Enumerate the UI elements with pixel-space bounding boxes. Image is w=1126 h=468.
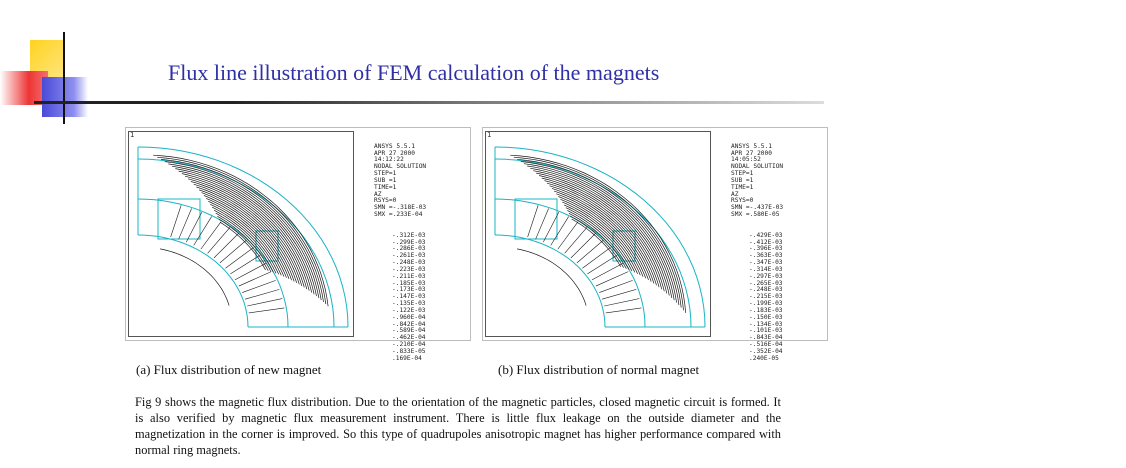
flux-radial-line <box>582 247 610 268</box>
legend-contour-value: -.842E-04 <box>392 320 426 328</box>
legend-header-line: 14:12:22 <box>374 156 404 164</box>
flux-radial-line <box>536 208 549 239</box>
figure-a-legend <box>374 130 426 376</box>
flux-contour-line <box>550 186 654 284</box>
legend-contour-value: -.299E-03 <box>392 238 426 246</box>
magnet-inner-arc <box>495 235 605 327</box>
legend-contour-value: -.462E-04 <box>392 334 426 342</box>
figure-b-flux-plot <box>485 131 711 337</box>
legend-header-line: RSYS=0 <box>374 197 397 205</box>
legend-contour-value: .169E-04 <box>392 354 422 362</box>
flux-radial-line <box>201 222 221 249</box>
legend-contour-value: -.150E-03 <box>749 313 783 321</box>
flux-radial-line <box>543 212 559 242</box>
flux-radial-line <box>592 263 623 280</box>
flux-radial-line <box>247 299 282 306</box>
figure-a-panel <box>125 127 471 362</box>
legend-contour-value: -.396E-03 <box>749 245 783 253</box>
title-underline <box>34 101 824 104</box>
legend-contour-value: -.215E-03 <box>749 293 783 301</box>
magnet-outer-arc <box>495 199 645 327</box>
legend-header-line: NODAL SOLUTION <box>731 163 784 171</box>
flux-radial-line <box>587 255 617 274</box>
deco-red-square <box>0 71 48 105</box>
figure-b-legend <box>731 130 783 376</box>
figure-a-caption: (a) Flux distribution of new magnet <box>136 362 322 377</box>
legend-contour-value: -.248E-03 <box>392 259 426 267</box>
figure-a-legend-values <box>374 233 426 363</box>
magnet-inner-arc <box>138 235 248 327</box>
legend-contour-value: -.352E-04 <box>749 348 783 355</box>
legend-contour-value: -.210E-04 <box>392 341 426 349</box>
legend-contour-value: -.261E-03 <box>392 252 426 260</box>
legend-header-line: AZ <box>731 190 739 198</box>
flux-radial-line <box>230 255 260 274</box>
legend-contour-value: -.101E-03 <box>749 327 783 335</box>
legend-contour-value: -.312E-03 <box>392 231 426 239</box>
flux-radial-line <box>604 299 639 306</box>
legend-contour-value: -.211E-03 <box>392 272 426 280</box>
legend-header-line: SMX =.580E-05 <box>731 211 780 219</box>
flux-leakage-line <box>160 249 229 306</box>
figure-a-plot-index: 1 <box>130 131 135 139</box>
legend-header-line: NODAL SOLUTION <box>374 163 427 171</box>
legend-header-line: ANSYS 5.5.1 <box>374 142 415 150</box>
legend-contour-value: -.297E-03 <box>749 272 783 280</box>
flux-radial-line <box>179 208 192 239</box>
figure-b-caption: (b) Flux distribution of normal magnet <box>498 362 700 377</box>
flux-radial-line <box>249 308 285 313</box>
flux-radial-line <box>577 240 603 263</box>
flux-radial-line <box>528 205 538 237</box>
legend-header-line: SMX =.233E-04 <box>374 211 423 219</box>
legend-contour-value: -.429E-03 <box>749 231 783 239</box>
legend-contour-value: -.134E-03 <box>749 320 783 328</box>
legend-header-line: SUB =1 <box>374 176 397 184</box>
flux-contour-line <box>153 155 328 306</box>
legend-header-line: AZ <box>374 190 382 198</box>
legend-contour-value: -.412E-03 <box>749 238 783 246</box>
legend-header-line: STEP=1 <box>731 170 754 178</box>
flux-leakage-line <box>517 249 586 306</box>
legend-header-line: TIME=1 <box>731 183 754 191</box>
deco-vertical-line <box>63 32 65 124</box>
flux-radial-line <box>565 227 587 253</box>
legend-header-line: SUB =1 <box>731 176 754 184</box>
legend-contour-value: -.833E-05 <box>392 348 426 355</box>
flux-radial-line <box>220 240 246 263</box>
flux-contour-line <box>570 216 623 268</box>
legend-contour-value: -.314E-03 <box>749 265 783 273</box>
legend-contour-value: -.363E-03 <box>749 252 783 260</box>
slide-title: Flux line illustration of FEM calculation of the magnets <box>168 60 660 85</box>
legend-header-line: STEP=1 <box>374 170 397 178</box>
flux-radial-line <box>194 217 212 246</box>
legend-contour-value: -.122E-03 <box>392 306 426 314</box>
legend-contour-value: -.248E-03 <box>749 286 783 294</box>
legend-header-line: SMN =-.437E-03 <box>731 204 784 212</box>
flux-radial-line <box>208 227 230 253</box>
flux-radial-line <box>235 263 266 280</box>
pole-block-outline <box>515 199 557 239</box>
flux-contour-line <box>188 179 304 288</box>
legend-contour-value: -.589E-04 <box>392 327 426 335</box>
flux-radial-line <box>171 205 181 237</box>
legend-header-line: APR 27 2000 <box>374 149 415 157</box>
pole-block-outline <box>158 199 200 239</box>
legend-contour-value: -.185E-03 <box>392 279 426 287</box>
legend-contour-value: -.199E-03 <box>749 300 783 308</box>
legend-contour-value: -.960E-04 <box>392 313 426 321</box>
legend-contour-value: -.173E-03 <box>392 286 426 294</box>
flux-radial-line <box>558 222 578 249</box>
figure-b-legend-values <box>731 233 783 363</box>
flux-radial-line <box>602 289 636 299</box>
figure-b-legend-header <box>731 144 783 219</box>
flux-radial-line <box>186 212 202 242</box>
legend-contour-value: -.347E-03 <box>749 259 783 267</box>
legend-contour-value: -.223E-03 <box>392 265 426 273</box>
body-paragraph: Fig 9 shows the magnetic flux distribution. Due to the orientation of the magnetic particles, closed magnetic circuit is formed. It is also verified by magnetic flux measurement instrument. There is little flux leakage on the outside diameter and the magnetization in the corner is improved. So this type of quadrupoles anisotropic magnet has higher performance compared with normal ring magnets. <box>135 395 781 457</box>
legend-header-line: SMN =-.318E-03 <box>374 204 427 212</box>
flux-contour-line <box>569 213 627 268</box>
figure-a-flux-plot <box>128 131 354 337</box>
legend-contour-value: -.843E-04 <box>749 334 783 342</box>
legend-contour-value: -.516E-04 <box>749 341 783 349</box>
deco-blue-square <box>42 77 88 117</box>
flux-radial-line <box>571 234 595 258</box>
legend-header-line: RSYS=0 <box>731 197 754 205</box>
figure-b-panel <box>482 127 828 362</box>
legend-contour-value: -.286E-03 <box>392 245 426 253</box>
legend-header-line: TIME=1 <box>374 183 397 191</box>
flux-radial-line <box>245 289 279 299</box>
flux-radial-line <box>551 217 569 246</box>
legend-header-line: 14:05:52 <box>731 156 761 164</box>
figure-a-legend-header <box>374 144 426 219</box>
flux-radial-line <box>214 234 238 258</box>
legend-contour-value: -.147E-03 <box>392 293 426 301</box>
legend-contour-value: .240E-05 <box>749 354 779 362</box>
legend-header-line: ANSYS 5.5.1 <box>731 142 772 150</box>
legend-contour-value: -.183E-03 <box>749 306 783 314</box>
legend-contour-value: -.265E-03 <box>749 279 783 287</box>
magnet-outer-arc <box>138 199 288 327</box>
figure-b-plot-index: 1 <box>487 131 492 139</box>
flux-radial-line <box>225 247 253 268</box>
flux-radial-line <box>606 308 642 313</box>
legend-contour-value: -.135E-03 <box>392 300 426 308</box>
flux-contour-line <box>517 159 681 307</box>
legend-header-line: APR 27 2000 <box>731 149 772 157</box>
